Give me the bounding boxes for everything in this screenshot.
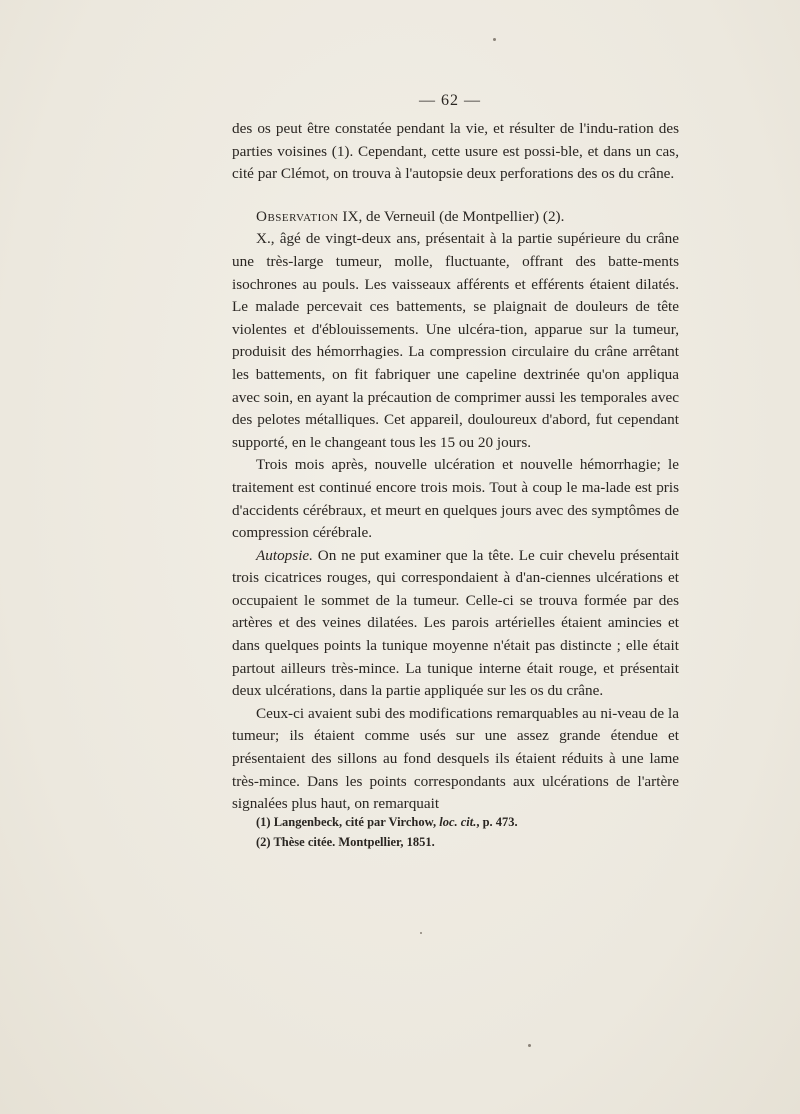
paragraph-3: Trois mois après, nouvelle ulcération et nouvelle hémorrhagie; le traitement est continué encore trois mois. Tout à coup le ma-lade est pris d'accidents cérébraux, et meurt en quelques jours avec des symptômes de compression cérébrale. — [232, 456, 679, 542]
paper-speck — [420, 932, 422, 934]
page-number: — 62 — — [419, 92, 481, 109]
paragraph-5: Ceux-ci avaient subi des modifications remarquables au ni-veau de la tumeur; ils étaient comme usés sur une assez grande étendue et présentaient des sillons au fond desquels ils étaient réduits à une lame très-mince. Dans les points correspondants aux ulcérations de l'artère signalées plus haut, on remarquait — [232, 704, 679, 813]
observation-label: Observation — [256, 207, 339, 225]
observation-heading — [232, 206, 679, 229]
observation-title: IX, de Verneuil (de Montpellier) (2). — [338, 207, 565, 225]
footnote-1-end: , p. 473. — [476, 815, 518, 829]
footnote-2: (2) Thèse citée. Montpellier, 1851. — [256, 835, 435, 849]
footnote-1-text: (1) Langenbeck, cité par Virchow, — [256, 815, 440, 829]
footnotes — [256, 812, 696, 852]
autopsie-label: Autopsie. — [256, 546, 313, 564]
paragraph-1: des os peut être constatée pendant la vie, et résulter de l'indu-ration des parties voisines (1). Cependant, cette usure est possi-ble, et dans un cas, cité par Clémot, on trouva à l'autopsie deux perforations des os du crâne. — [232, 120, 679, 183]
paragraph-4 — [232, 545, 679, 703]
footnote-1 — [256, 812, 696, 832]
footnote-1-italic: loc. cit. — [439, 815, 477, 829]
autopsie-text: On ne put examiner que la tête. Le cuir chevelu présentait trois cicatrices rouges, qui correspondaient à d'an-ciennes ulcérations et occupaient le sommet de la tumeur. Celle-ci se trouva formée par des artères et des veines dilatées. Les parois artérielles étaient amincies et dans quelques points la tunique moyenne n'était pas distincte ; elle était partout ailleurs très-mince. La tunique interne était rouge, et présentait deux ulcérations, dans la partie appliquée sur les os du crâne. — [232, 546, 679, 700]
paragraph-2: X., âgé de vingt-deux ans, présentait à la partie supérieure du crâne une très-large tumeur, molle, fluctuante, offrant des batte-ments isochrones au pouls. Les vaisseaux afférents et efférents étaient dilatés. Le malade percevait ces battements, se plaignait de douleurs de tête violentes et d'éblouissements. Une ulcéra-tion, apparue sur la tumeur, produisit des hémorrhagies. La compression circulaire du crâne arrêtant les battements, on fit fabriquer une capeline dextrinée qu'on appliqua avec soin, en ayant la précaution de comprimer aussi les temporales avec des pelotes métalliques. Cet appareil, douloureux d'abord, fut cependant supporté, en le changeant tous les 15 ou 20 jours. — [232, 230, 679, 451]
paper-speck — [528, 1044, 531, 1047]
body-text — [232, 118, 679, 816]
paper-speck — [493, 38, 496, 41]
